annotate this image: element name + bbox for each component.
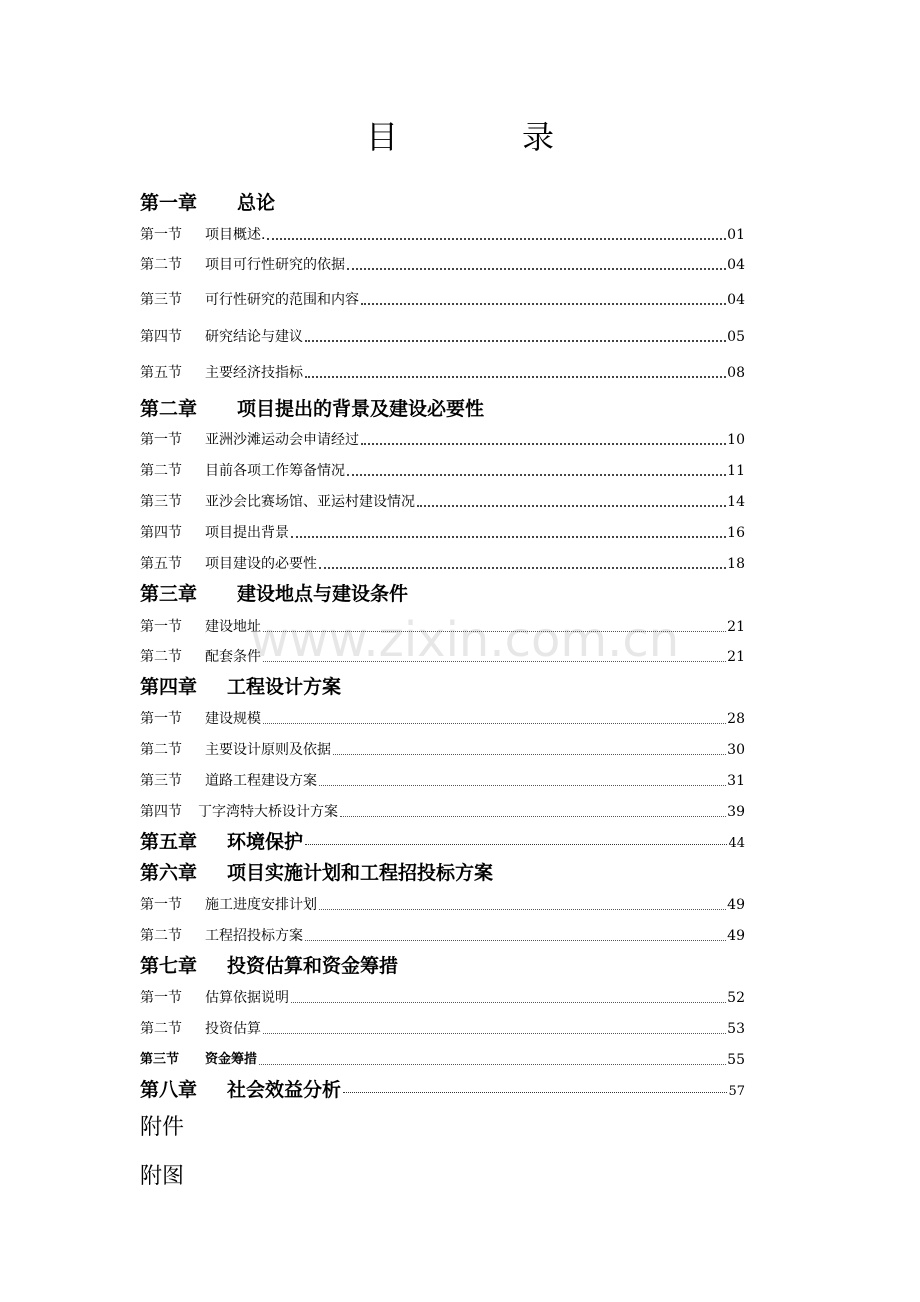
dot-leader xyxy=(347,268,726,270)
toc-entry[interactable] xyxy=(140,252,745,274)
section-number: 第三节 xyxy=(140,1052,180,1067)
chapter-label: 第八章 xyxy=(140,1078,198,1101)
toc-entry[interactable] xyxy=(140,706,745,728)
page-number: 44 xyxy=(728,836,745,851)
page-number: 21 xyxy=(727,619,745,635)
chapter-heading[interactable] xyxy=(140,949,745,979)
section-number: 第五节 xyxy=(140,365,182,381)
section-title: 丁字湾特大桥设计方案 xyxy=(198,804,338,820)
chapter-heading[interactable] xyxy=(140,577,745,607)
section-number: 第四节 xyxy=(140,804,182,820)
section-number: 第二节 xyxy=(140,742,182,758)
section-number: 第二节 xyxy=(140,1021,182,1037)
section-number: 第四节 xyxy=(140,525,182,541)
section-number: 第一节 xyxy=(140,432,182,448)
dot-leader xyxy=(305,844,727,845)
page-number: 04 xyxy=(727,292,745,308)
toc-entry[interactable] xyxy=(140,222,745,244)
page-number: 08 xyxy=(727,365,745,381)
chapter-label: 第七章 xyxy=(140,954,198,977)
page-number: 10 xyxy=(727,432,745,448)
page-number: 18 xyxy=(727,556,745,572)
appendix-attachments[interactable]: 附件 xyxy=(140,1115,185,1140)
page-title: 目 录 xyxy=(365,118,600,156)
toc-entry[interactable] xyxy=(140,360,745,382)
chapter-label: 第二章 xyxy=(140,397,198,420)
section-number: 第一节 xyxy=(140,990,182,1006)
dot-leader xyxy=(347,474,726,476)
toc-entry[interactable] xyxy=(140,737,745,759)
toc-entry[interactable] xyxy=(140,768,745,790)
section-title: 估算依据说明 xyxy=(205,990,289,1006)
chapter-label: 第一章 xyxy=(140,191,198,214)
section-number: 第二节 xyxy=(140,257,182,273)
page-number: 55 xyxy=(727,1052,745,1068)
chapter-label: 第五章 xyxy=(140,830,198,853)
section-title: 可行性研究的范围和内容 xyxy=(205,292,359,308)
dot-leader xyxy=(263,661,726,662)
dot-leader xyxy=(319,567,726,569)
page-number: 49 xyxy=(727,928,745,944)
page-number: 14 xyxy=(727,494,745,510)
toc-entry[interactable] xyxy=(140,799,745,821)
toc-entry[interactable] xyxy=(140,1016,745,1038)
section-number: 第三节 xyxy=(140,292,182,308)
toc-entry[interactable] xyxy=(140,324,745,346)
section-title: 主要设计原则及依据 xyxy=(205,742,331,758)
dot-leader xyxy=(343,1092,727,1093)
watermark: www.zixin.com.cn xyxy=(250,612,680,668)
chapter-heading[interactable] xyxy=(140,825,745,855)
section-number: 第一节 xyxy=(140,711,182,727)
dot-leader xyxy=(305,340,726,342)
section-title: 项目建设的必要性 xyxy=(205,556,317,572)
toc-entry[interactable] xyxy=(140,614,745,636)
page-number: 52 xyxy=(727,990,745,1006)
page-number: 28 xyxy=(727,711,745,727)
section-title: 亚洲沙滩运动会申请经过 xyxy=(205,432,359,448)
section-number: 第一节 xyxy=(140,619,182,635)
toc-entry[interactable] xyxy=(140,458,745,480)
page-number: 11 xyxy=(727,463,745,479)
toc-entry[interactable] xyxy=(140,892,745,914)
chapter-heading[interactable] xyxy=(140,186,745,216)
page-number: 21 xyxy=(727,649,745,665)
toc-entry[interactable] xyxy=(140,923,745,945)
toc-entry[interactable] xyxy=(140,644,745,666)
page-number: 04 xyxy=(727,257,745,273)
dot-leader xyxy=(305,940,726,941)
chapter-label: 第四章 xyxy=(140,675,198,698)
dot-leader xyxy=(263,1033,726,1034)
section-number: 第二节 xyxy=(140,649,182,665)
toc-entry[interactable] xyxy=(140,427,745,449)
section-number: 第二节 xyxy=(140,463,182,479)
section-number: 第一节 xyxy=(140,897,182,913)
dot-leader xyxy=(361,443,726,445)
section-title: 亚沙会比赛场馆、亚运村建设情况 xyxy=(205,494,415,510)
chapter-heading[interactable] xyxy=(140,392,745,422)
page-number: 53 xyxy=(727,1021,745,1037)
section-title: 项目提出背景 xyxy=(205,525,289,541)
section-title: 主要经济技指标 xyxy=(205,365,303,381)
page-number: 39 xyxy=(727,804,745,820)
chapter-title: 社会效益分析 xyxy=(227,1078,342,1101)
page-number: 30 xyxy=(727,742,745,758)
chapter-title: 工程设计方案 xyxy=(227,675,342,698)
dot-leader xyxy=(361,303,726,305)
page-number: 31 xyxy=(727,773,745,789)
toc-entry[interactable] xyxy=(140,551,745,573)
page-number: 05 xyxy=(727,329,745,345)
chapter-title: 环境保护 xyxy=(227,830,304,853)
section-number: 第四节 xyxy=(140,329,182,345)
page-number: 57 xyxy=(728,1084,745,1099)
dot-leader xyxy=(263,631,726,632)
dot-leader xyxy=(333,754,726,755)
dot-leader xyxy=(340,816,726,817)
section-title: 道路工程建设方案 xyxy=(205,773,317,789)
dot-leader xyxy=(291,536,726,538)
section-title: 项目可行性研究的依据 xyxy=(205,257,345,273)
chapter-heading[interactable] xyxy=(140,856,745,886)
chapter-title: 投资估算和资金筹措 xyxy=(227,954,399,977)
appendix-figures[interactable]: 附图 xyxy=(140,1164,185,1189)
page-number: 01 xyxy=(727,227,745,243)
chapter-label: 第三章 xyxy=(140,582,198,605)
chapter-heading[interactable] xyxy=(140,1073,745,1103)
dot-leader xyxy=(291,1002,726,1003)
section-number: 第一节 xyxy=(140,227,182,243)
section-number: 第三节 xyxy=(140,494,182,510)
dot-leader xyxy=(319,909,726,910)
toc-entry[interactable] xyxy=(140,1047,745,1069)
section-title: 目前各项工作筹备情况 xyxy=(205,463,345,479)
toc-entry[interactable] xyxy=(140,985,745,1007)
dot-leader xyxy=(263,723,726,724)
dot-leader xyxy=(259,1064,726,1065)
section-number: 第二节 xyxy=(140,928,182,944)
page-number: 49 xyxy=(727,897,745,913)
dot-leader xyxy=(267,238,726,240)
section-title: 资金筹措 xyxy=(205,1052,258,1067)
toc-entry[interactable] xyxy=(140,520,745,542)
toc-entry[interactable] xyxy=(140,489,745,511)
chapter-label: 第六章 xyxy=(140,861,198,884)
dot-leader xyxy=(417,505,726,507)
section-title: 配套条件 xyxy=(205,649,261,665)
chapter-title: 项目实施计划和工程招投标方案 xyxy=(227,861,494,884)
section-number: 第五节 xyxy=(140,556,182,572)
section-title: 建设地址 xyxy=(205,619,261,635)
section-number: 第三节 xyxy=(140,773,182,789)
dot-leader xyxy=(319,785,726,786)
chapter-title: 总论 xyxy=(237,191,276,214)
chapter-title: 项目提出的背景及建设必要性 xyxy=(237,397,485,420)
section-title: 工程招投标方案 xyxy=(205,928,303,944)
toc-entry[interactable] xyxy=(140,287,745,309)
section-title: 项目概述. xyxy=(205,227,266,243)
page-number: 16 xyxy=(727,525,745,541)
chapter-title: 建设地点与建设条件 xyxy=(237,582,409,605)
section-title: 施工进度安排计划 xyxy=(205,897,317,913)
chapter-heading[interactable] xyxy=(140,670,745,700)
dot-leader xyxy=(305,376,726,378)
section-title: 研究结论与建议 xyxy=(205,329,303,345)
section-title: 投资估算 xyxy=(205,1021,261,1037)
section-title: 建设规模 xyxy=(205,711,261,727)
